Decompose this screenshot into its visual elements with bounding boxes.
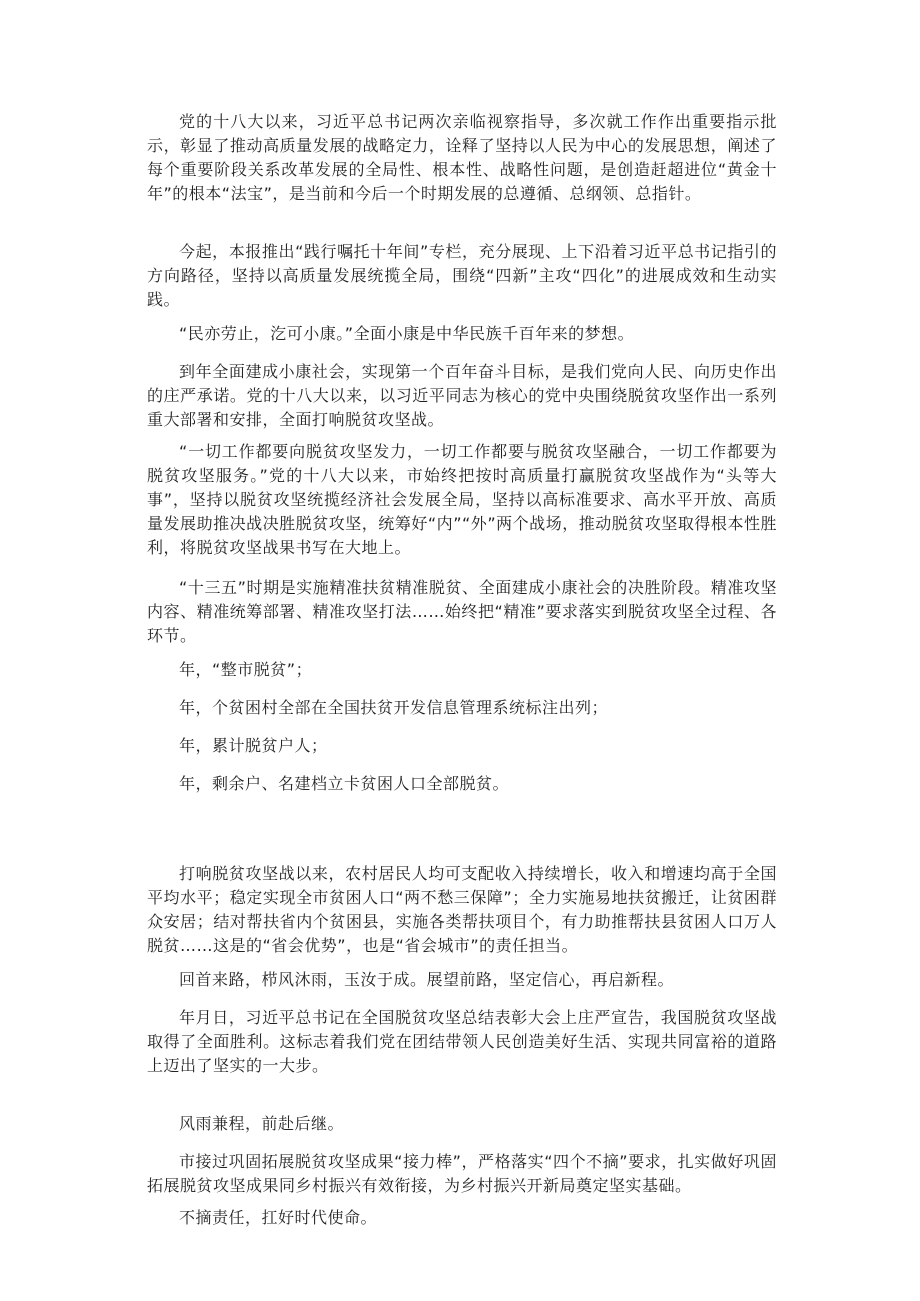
paragraph-12: 回首来路，栉风沐雨，玉汝于成。展望前路，坚定信心，再启新程。 <box>179 970 675 989</box>
paragraph-4: 到年全面建成小康社会，实现第一个百年奋斗目标，是我们党向人民、向历史作出的庄严承诺。党的十八大以来，以习近平同志为核心的党中央围绕脱贫攻坚作出一系列重大部署和安排，全面打响脱贫攻坚战。 <box>147 362 777 429</box>
paragraph-1: 党的十八大以来，习近平总书记两次亲临视察指导，多次就工作作出重要指示批示，彰显了推动高质量发展的战略定力，诠释了坚持以人民为中心的发展思想，阐述了每个重要阶段关系改革发展的全局性、根本性、战略性问题，是创造赶超进位“黄金十年”的根本“法宝”，是当前和今后一个时期发展的总遵循、总纲领、总指针。 <box>147 112 777 203</box>
paragraph-5: “一切工作都要向脱贫攻坚发力，一切工作都要与脱贫攻坚融合，一切工作都要为脱贫攻坚服务。”党的十八大以来，市始终把按时高质量打赢脱贫攻坚战作为“头等大事”，坚持以脱贫攻坚统揽经济社会发展全局，坚持以高标准要求、高水平开放、高质量发展助推决战决胜脱贫攻坚，统筹好“内”“外”两个战场，推动脱贫攻坚取得根本性胜利，将脱贫攻坚战果书写在大地上。 <box>147 442 777 557</box>
paragraph-15: 市接过巩固拓展脱贫攻坚成果“接力棒”，严格落实“四个不摘”要求，扎实做好巩固拓展脱贫攻坚成果同乡村振兴有效衔接，为乡村振兴开新局奠定坚实基础。 <box>147 1152 777 1195</box>
paragraph-3: “民亦劳止，汔可小康。”全面小康是中华民族千百年来的梦想。 <box>179 324 635 343</box>
paragraph-11: 打响脱贫攻坚战以来，农村居民人均可支配收入持续增长，收入和增速均高于全国平均水平；稳定实现全市贫困人口“两不愁三保障”；全力实施易地扶贫搬迁，让贫困群众安居；结对帮扶省内个贫困县，实施各类帮扶项目个，有力助推帮扶县贫困人口万人脱贫……这是的“省会优势”，也是“省会城市”的责任担当。 <box>147 864 777 955</box>
paragraph-10: 年，剩余户、名建档立卡贫困人口全部脱贫。 <box>179 774 510 793</box>
paragraph-6: “十三五”时期是实施精准扶贫精准脱贫、全面建成小康社会的决胜阶段。精准攻坚内容、精准统筹部署、精准攻坚打法……始终把“精准”要求落实到脱贫攻坚全过程、各环节。 <box>147 578 777 645</box>
paragraph-9: 年，累计脱贫户人； <box>179 736 328 755</box>
paragraph-16: 不摘责任，扛好时代使命。 <box>179 1208 378 1227</box>
paragraph-8: 年，个贫困村全部在全国扶贫开发信息管理系统标注出列； <box>179 698 609 717</box>
paragraph-2: 今起，本报推出“践行嘱托十年间”专栏，充分展现、上下沿着习近平总书记指引的方向路径，坚持以高质量发展统揽全局，围绕“四新”主攻“四化”的进展成效和生动实践。 <box>147 242 777 309</box>
paragraph-7: 年，“整市脱贫”； <box>179 660 313 679</box>
paragraph-13: 年月日，习近平总书记在全国脱贫攻坚总结表彰大会上庄严宣告，我国脱贫攻坚战取得了全面胜利。这标志着我们党在团结带领人民创造美好生活、实现共同富裕的道路上迈出了坚实的一大步。 <box>147 1008 777 1075</box>
paragraph-14: 风雨兼程，前赴后继。 <box>179 1114 345 1133</box>
